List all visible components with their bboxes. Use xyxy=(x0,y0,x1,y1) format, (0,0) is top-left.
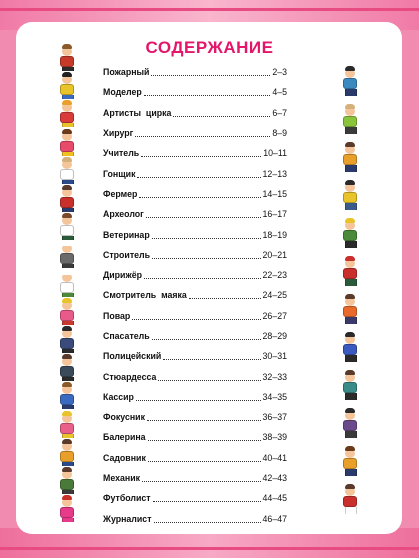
teacher-figure xyxy=(58,157,76,181)
orange-figure xyxy=(341,294,359,328)
toc-entry-pages: 12–13 xyxy=(262,168,287,179)
toc-leader-dots xyxy=(136,399,261,401)
toc-entry-title: Хирург xyxy=(103,128,134,139)
farmer-figure xyxy=(58,213,76,237)
toc-entry[interactable] xyxy=(103,509,287,529)
blue-figure xyxy=(341,332,359,366)
stewardess-figure xyxy=(58,467,76,491)
toc-entry[interactable] xyxy=(103,306,287,326)
conductor-figure xyxy=(58,326,76,350)
toc-leader-dots xyxy=(158,379,260,381)
soccer-figure xyxy=(341,484,359,518)
toc-leader-dots xyxy=(153,500,261,502)
toc-entry-pages: 14–15 xyxy=(262,188,287,199)
toc-entry[interactable] xyxy=(103,82,287,102)
toc-entry-pages: 32–33 xyxy=(262,371,287,382)
toc-entry-title: Повар xyxy=(103,310,131,321)
toc-entry[interactable] xyxy=(103,326,287,346)
toc-entry[interactable] xyxy=(103,488,287,508)
toc-entry-pages: 26–27 xyxy=(262,310,287,321)
toc-entry-title: Артисты цирка xyxy=(103,107,172,118)
toc-entry[interactable] xyxy=(103,143,287,163)
builder-figure xyxy=(58,298,76,322)
toc-entry[interactable] xyxy=(103,204,287,224)
toc-entry-title: Спасатель xyxy=(103,331,150,341)
toc-leader-dots xyxy=(135,135,270,137)
toc-entry[interactable] xyxy=(103,224,287,244)
racer-figure xyxy=(58,185,76,209)
toc-entry-title: Стюардесса xyxy=(103,371,157,382)
archaeologist-figure xyxy=(58,241,76,265)
page-title: СОДЕРЖАНИЕ xyxy=(145,38,274,57)
toc-entry-pages: 10–11 xyxy=(263,148,287,159)
toc-entry-pages: 18–19 xyxy=(262,229,287,240)
lighthouse-figure xyxy=(58,354,76,378)
toc-entry-title: Учитель xyxy=(103,148,140,159)
toc-entry-title: Дирижёр xyxy=(103,270,142,281)
toc-leader-dots xyxy=(137,176,260,178)
toc-entry[interactable] xyxy=(103,245,287,265)
toc-entry-pages: 38–39 xyxy=(262,432,287,443)
surgeon-figure xyxy=(58,129,76,153)
toc-leader-dots xyxy=(144,277,261,279)
toc-entry-pages: 6–7 xyxy=(272,107,287,118)
toc-leader-dots xyxy=(152,257,261,259)
toc-leader-dots xyxy=(148,439,261,441)
toc-entry-title: Балерина xyxy=(103,432,146,443)
toc-entry-pages: 20–21 xyxy=(262,249,287,260)
vet-figure xyxy=(58,270,76,294)
toc-entry[interactable] xyxy=(103,103,287,123)
toc-leader-dots xyxy=(173,115,270,117)
toc-leader-dots xyxy=(189,297,261,299)
toc-entry-pages: 36–37 xyxy=(262,412,287,423)
toc-entry[interactable] xyxy=(103,427,287,447)
toc-entry[interactable] xyxy=(103,387,287,407)
table-of-contents xyxy=(103,62,287,529)
toc-leader-dots xyxy=(151,74,270,76)
toc-leader-dots xyxy=(146,216,261,218)
boy-striped-figure xyxy=(341,66,359,100)
toc-entry-pages: 34–35 xyxy=(262,391,287,402)
purple-figure xyxy=(341,408,359,442)
cook-figure xyxy=(58,382,76,406)
toc-entry-title: Гонщик xyxy=(103,168,136,179)
toc-leader-dots xyxy=(152,237,261,239)
red-cap-figure xyxy=(341,256,359,290)
toc-leader-dots xyxy=(163,358,260,360)
toc-entry-pages: 28–29 xyxy=(262,331,287,341)
circus-figure xyxy=(58,100,76,124)
toc-entry-title: Археолог xyxy=(103,209,144,220)
toc-leader-dots xyxy=(141,155,261,157)
toc-entry-pages: 40–41 xyxy=(262,452,287,463)
chef-figure xyxy=(341,142,359,176)
toc-entry-title: Садовник xyxy=(103,452,146,463)
toc-entry-pages: 16–17 xyxy=(262,209,287,220)
model-figure xyxy=(58,72,76,96)
toc-entry-pages: 46–47 xyxy=(262,513,287,524)
toc-entry-pages: 30–31 xyxy=(262,351,287,362)
cashier-figure xyxy=(58,495,76,519)
toc-leader-dots xyxy=(144,94,271,96)
toc-entry[interactable] xyxy=(103,285,287,305)
toc-entry-pages: 2–3 xyxy=(272,67,287,78)
toc-entry-title: Фермер xyxy=(103,188,138,199)
firefighter-figure xyxy=(58,44,76,68)
toc-entry[interactable] xyxy=(103,366,287,386)
top-stripe xyxy=(0,8,419,11)
bottom-stripe xyxy=(0,547,419,550)
police-figure xyxy=(58,439,76,463)
toc-entry-title: Механик xyxy=(103,473,141,484)
toc-entry-title: Пожарный xyxy=(103,67,150,78)
toc-entry-title: Журналист xyxy=(103,513,152,524)
toc-entry-title: Кассир xyxy=(103,391,134,402)
toc-entry-pages: 42–43 xyxy=(262,473,287,484)
toc-entry-pages: 44–45 xyxy=(262,493,287,504)
toc-entry[interactable] xyxy=(103,163,287,183)
toc-entry-title: Строитель xyxy=(103,249,151,260)
brown-figure xyxy=(341,446,359,480)
helmet-figure xyxy=(341,218,359,252)
toc-leader-dots xyxy=(132,318,260,320)
toc-leader-dots xyxy=(148,460,261,462)
toc-entry-title: Ветеринар xyxy=(103,229,150,240)
toc-entry-title: Футболист xyxy=(103,493,151,504)
rescuer-figure xyxy=(58,411,76,435)
toc-entry-title: Моделер xyxy=(103,87,142,98)
green-shirt-figure xyxy=(341,104,359,138)
toc-leader-dots xyxy=(142,480,261,482)
toc-entry[interactable] xyxy=(103,265,287,285)
toc-leader-dots xyxy=(147,419,261,421)
yellow-figure xyxy=(341,180,359,214)
toc-entry-title: Фокусник xyxy=(103,412,145,423)
toc-entry[interactable] xyxy=(103,407,287,427)
toc-entry-pages: 4–5 xyxy=(272,87,287,98)
toc-entry[interactable] xyxy=(103,448,287,468)
toc-entry-pages: 8–9 xyxy=(272,128,287,139)
toc-entry-title: Смотритель маяка xyxy=(103,290,187,301)
toc-entry[interactable] xyxy=(103,346,287,366)
toc-leader-dots xyxy=(154,521,261,523)
teal-figure xyxy=(341,370,359,404)
toc-entry[interactable] xyxy=(103,468,287,488)
toc-leader-dots xyxy=(152,338,261,340)
toc-entry[interactable] xyxy=(103,184,287,204)
toc-entry-pages: 24–25 xyxy=(262,290,287,301)
toc-entry-pages: 22–23 xyxy=(262,270,287,281)
toc-entry[interactable] xyxy=(103,62,287,82)
toc-entry-title: Полицейский xyxy=(103,351,162,362)
toc-entry[interactable] xyxy=(103,123,287,143)
toc-leader-dots xyxy=(139,196,260,198)
